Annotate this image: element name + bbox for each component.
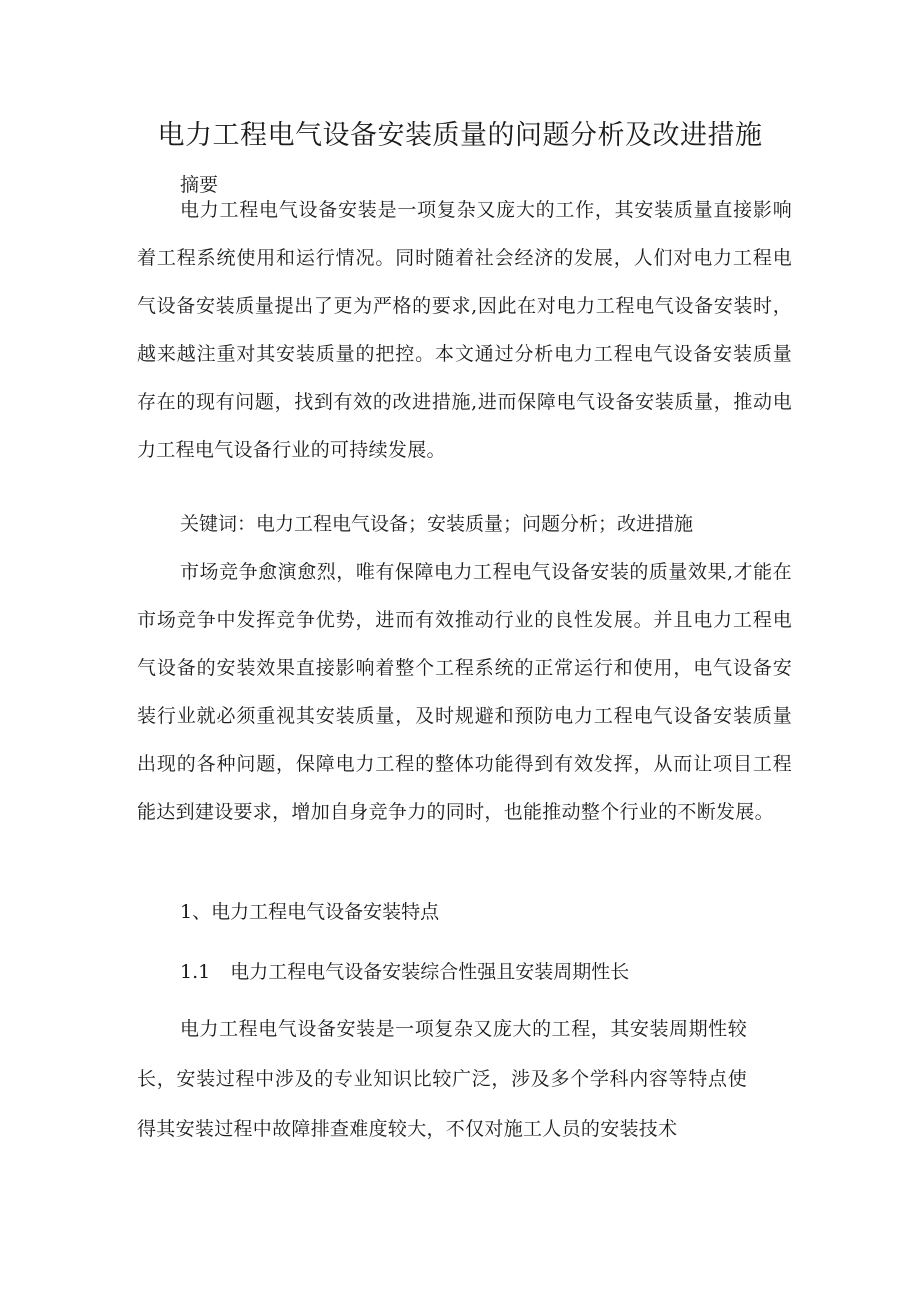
section-1-1-heading (180, 948, 629, 996)
intro-paragraph: 市场竞争愈演愈烈，唯有保障电力工程电气设备安装的质量效果,才能在市场竞争中发挥竞争优势，进而有效推动行业的良性发展。并且电力工程电气设备的安装效果直接影响着整个工程系统的正常运行和使用，电气设备安装行业就必须重视其安装质量，及时规避和预防电力工程电气设备安装质量出现的各种问题，保障电力工程的整体功能得到有效发挥，从而让项目工程能达到建设要求，增加自身竞争力的同时，也能推动整个行业的不断发展。 (137, 561, 792, 823)
section-1-1-paragraph: 电力工程电气设备安装是一项复杂又庞大的工程，其安装周期性较长，安装过程中涉及的专业知识比较广泛，涉及多个学科内容等特点使得其安装过程中故障排查难度较大，不仅对施工人员的安装技术 (137, 1018, 747, 1140)
section-1-1-title: 电力工程电气设备安装综合性强且安装周期性长 (230, 961, 630, 983)
section-1-1-number: 1.1 (180, 961, 211, 983)
section-1-heading: 1、电力工程电气设备安装特点 (180, 901, 440, 923)
keywords-line: 关键词：电力工程电气设备；安装质量；问题分析；改进措施 (180, 513, 694, 535)
document-title: 电力工程电气设备安装质量的问题分析及改进措施 (157, 120, 763, 151)
abstract-label: 摘要 (180, 174, 219, 196)
abstract-paragraph: 电力工程电气设备安装是一项复杂又庞大的工作，其安装质量直接影响着工程系统使用和运行情况。同时随着社会经济的发展，人们对电力工程电气设备安装质量提出了更为严格的要求,因此在对电力工程电气设备安装时，越来越注重对其安装质量的把控。本文通过分析电力工程电气设备安装质量存在的现有问题，找到有效的改进措施,进而保障电气设备安装质量，推动电力工程电气设备行业的可持续发展。 (137, 199, 792, 461)
